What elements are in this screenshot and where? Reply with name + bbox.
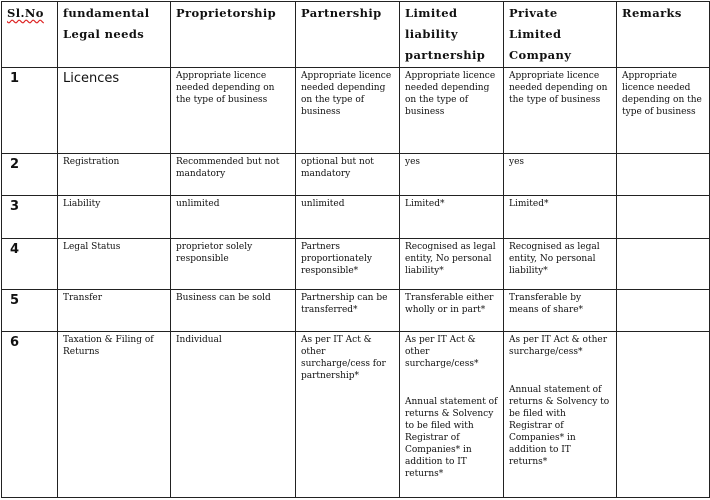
cell-proprietorship: Appropriate licence needed depending on the type of business [171, 68, 296, 154]
cell-remarks [617, 196, 710, 239]
cell-private-company: Transferable by means of share* [504, 290, 617, 332]
cell-llp: Transferable either wholly or in part* [400, 290, 504, 332]
cell-private-company [504, 332, 617, 498]
cell-partnership: Partners proportionately responsible* [296, 239, 400, 290]
table-row [2, 196, 710, 239]
cell-remarks [617, 290, 710, 332]
cell-private-company: yes [504, 154, 617, 196]
pvt-filing-text: Annual statement of returns & Solvency to be filed with Registrar of Companies* in addition to IT returns* [509, 385, 610, 467]
cell-llp: Limited* [400, 196, 504, 239]
table-row [2, 290, 710, 332]
cell-llp [400, 332, 504, 498]
row-number: 3 [2, 196, 58, 239]
row-number: 1 [2, 68, 58, 154]
cell-partnership: Partnership can be transferred* [296, 290, 400, 332]
row-need: Transfer [58, 290, 171, 332]
table-row [2, 154, 710, 196]
header-row [2, 2, 710, 68]
cell-llp: Recognised as legal entity, No personal liability* [400, 239, 504, 290]
cell-partnership: optional but not mandatory [296, 154, 400, 196]
cell-private-company: Recognised as legal entity, No personal liability* [504, 239, 617, 290]
table-row [2, 332, 710, 498]
cell-proprietorship: unlimited [171, 196, 296, 239]
llp-filing-text: Annual statement of returns & Solvency to be filed with Registrar of Companies* in addition to IT returns* [405, 397, 498, 479]
cell-partnership: Appropriate licence needed depending on the type of business [296, 68, 400, 154]
row-need: Liability [58, 196, 171, 239]
header-llp: Limited liability partnership [400, 2, 504, 68]
header-proprietorship: Proprietorship [171, 2, 296, 68]
cell-proprietorship: proprietor solely responsible [171, 239, 296, 290]
cell-proprietorship: Individual [171, 332, 296, 498]
row-number: 6 [2, 332, 58, 498]
cell-llp: Appropriate licence needed depending on the type of business [400, 68, 504, 154]
row-number: 5 [2, 290, 58, 332]
pvt-tax-text: As per IT Act & other surcharge/cess* [509, 335, 607, 357]
header-needs: fundamental Legal needs [58, 2, 171, 68]
legal-needs-table [1, 1, 710, 498]
cell-private-company: Limited* [504, 196, 617, 239]
row-number: 4 [2, 239, 58, 290]
row-need: Licences [58, 68, 171, 154]
header-partnership: Partnership [296, 2, 400, 68]
cell-proprietorship: Recommended but not mandatory [171, 154, 296, 196]
header-remarks: Remarks [617, 2, 710, 68]
llp-tax-text: As per IT Act & other surcharge/cess* [405, 335, 479, 369]
header-private-company: Private Limited Company [504, 2, 617, 68]
row-number: 2 [2, 154, 58, 196]
cell-llp: yes [400, 154, 504, 196]
cell-remarks [617, 154, 710, 196]
cell-partnership: unlimited [296, 196, 400, 239]
row-need: Legal Status [58, 239, 171, 290]
cell-private-company: Appropriate licence needed depending on the type of business [504, 68, 617, 154]
table-row [2, 239, 710, 290]
cell-remarks [617, 332, 710, 498]
cell-remarks: Appropriate licence needed depending on the type of business [617, 68, 710, 154]
header-sl-no: Sl.No [2, 2, 58, 68]
cell-partnership: As per IT Act & other surcharge/cess for partnership* [296, 332, 400, 498]
table-row [2, 68, 710, 154]
cell-remarks [617, 239, 710, 290]
row-need: Taxation & Filing of Returns [58, 332, 171, 498]
cell-proprietorship: Business can be sold [171, 290, 296, 332]
row-need: Registration [58, 154, 171, 196]
